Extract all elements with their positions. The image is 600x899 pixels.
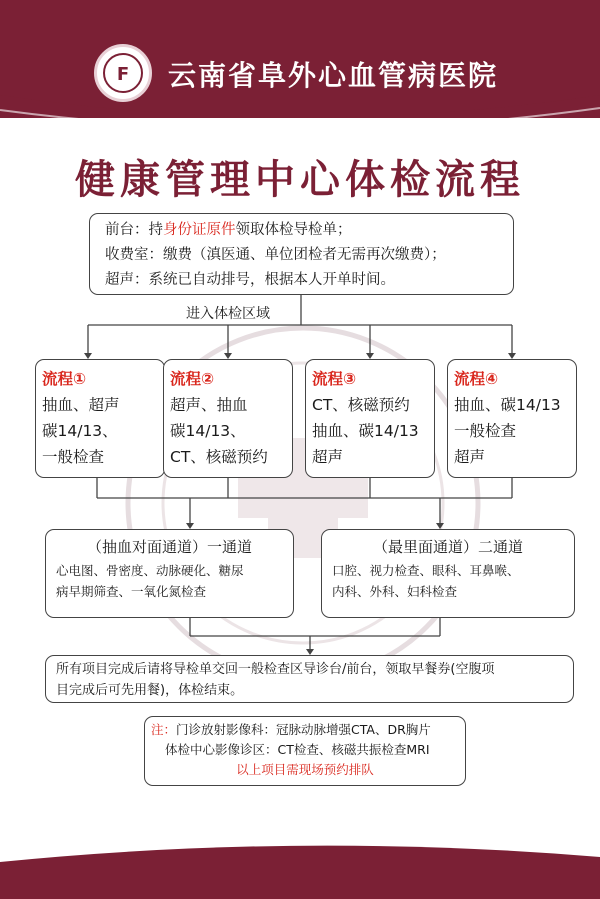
flow-box-4	[447, 359, 577, 478]
svg-text:F: F	[116, 64, 130, 85]
completion-box	[45, 655, 574, 703]
flow-step: 超声、抽血	[170, 396, 248, 414]
flow-box-2	[163, 359, 293, 478]
footer-band	[0, 837, 600, 899]
channel-line: 心电图、骨密度、动脉硬化、糖尿	[56, 563, 244, 578]
completion-line-2: 目完成后可先用餐)，体检结束。	[56, 683, 244, 698]
note-line-1	[151, 720, 459, 740]
flow-step: 一般检查	[454, 422, 517, 440]
flow-step: 一般检查	[42, 448, 105, 466]
enter-area-label: 进入体检区域	[186, 306, 270, 322]
flow-box-3	[305, 359, 435, 478]
flow-step: 超声	[312, 448, 344, 466]
intro-line-1-rest: 领取体检导检单；	[235, 222, 352, 238]
note-line-3: 以上项目需现场预约排队	[236, 762, 374, 777]
flow-step: CT、核磁预约	[312, 396, 410, 414]
flow-title: 流程③	[312, 370, 357, 388]
channel-title: （最里面通道）二通道	[372, 538, 523, 556]
flow-step: 抽血、超声	[42, 396, 120, 414]
channel-line: 内科、外科、妇科检查	[332, 584, 458, 599]
flow-step: 超声	[454, 448, 486, 466]
intro-box	[89, 213, 514, 295]
flow-step: CT、核磁预约	[170, 448, 268, 466]
channel-title: （抽血对面通道）一通道	[86, 538, 252, 556]
flow-step: 抽血、碳14/13	[454, 396, 561, 414]
intro-line-1	[105, 218, 513, 243]
completion-line-1: 所有项目完成后请将导检单交回一般检查区导诊台/前台，领取早餐券(空腹项	[56, 662, 495, 677]
flow-title: 流程④	[454, 370, 499, 388]
channel-line: 口腔、视力检查、眼科、耳鼻喉、	[332, 563, 520, 578]
flow-step: 碳14/13、	[170, 422, 246, 440]
note-prefix: 注：	[151, 722, 177, 737]
intro-line-3: 超声：系统已自动排号，根据本人开单时间。	[105, 272, 395, 288]
id-card-highlight: 身份证原件	[163, 222, 236, 238]
note-line-2: 体检中心影像诊区：CT检查、核磁共振检查MRI	[165, 742, 430, 757]
flow-title: 流程①	[42, 370, 87, 388]
note-box	[144, 716, 466, 786]
channel-box-1	[45, 529, 294, 618]
page-title: 健康管理中心体检流程	[75, 157, 525, 203]
flow-title: 流程②	[170, 370, 215, 388]
channel-box-2	[321, 529, 575, 618]
intro-line-2: 收费室：缴费（滇医通、单位团检者无需再次缴费）；	[105, 247, 446, 263]
hospital-name: 云南省阜外心血管病医院	[168, 59, 499, 92]
flow-step: 碳14/13、	[42, 422, 118, 440]
intro-line-1-label: 前台：持	[105, 222, 163, 238]
note-radiology: 门诊放射影像科：冠脉动脉增强CTA、DR胸片	[176, 722, 431, 737]
flow-step: 抽血、碳14/13	[312, 422, 419, 440]
flow-box-1	[35, 359, 165, 478]
channel-line: 病早期筛查、一氧化氮检查	[56, 584, 207, 599]
